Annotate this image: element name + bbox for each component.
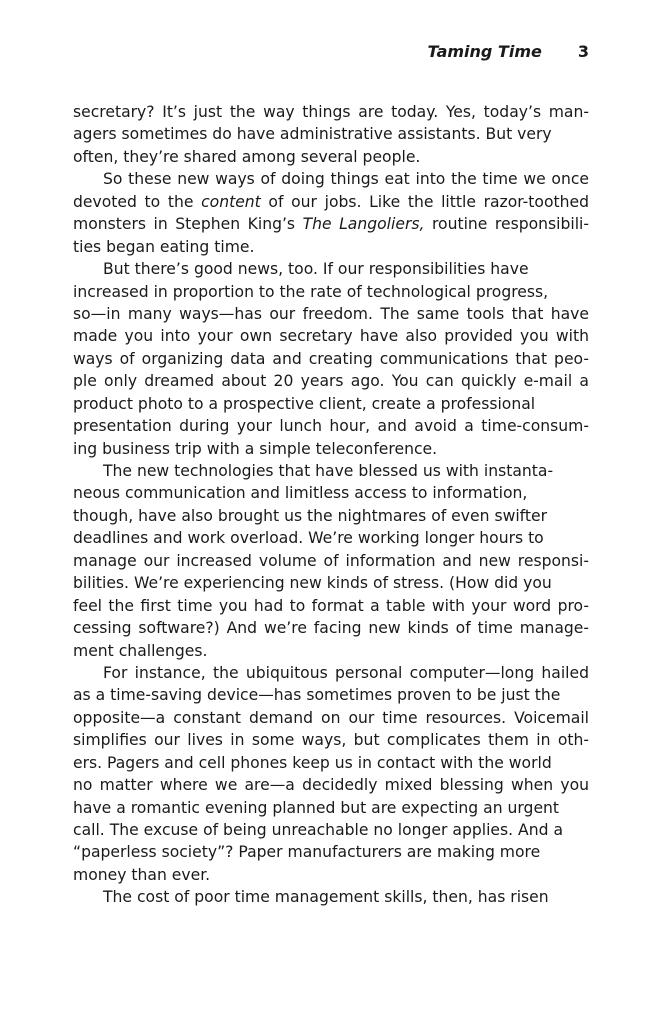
text-line: But there’s good news, too. If our responsibilities have — [103, 260, 529, 279]
page-number: 3 — [577, 42, 589, 61]
text-line: cessing software?) And we’re facing new kinds of time manage- — [73, 619, 589, 638]
text-line: call. The excuse of being unreachable no longer applies. And a — [73, 821, 564, 839]
text-line: product photo to a prospective client, create a professional — [73, 394, 536, 413]
text-line: bilities. We’re experiencing new kinds of stress. (How did you — [73, 574, 552, 593]
text-line: devoted to the content of our jobs. Like the little razor-toothed — [73, 192, 589, 211]
text-line: simplifies our lives in some ways, but complicates them in oth- — [73, 731, 589, 750]
running-head — [73, 42, 589, 66]
text-line: ties began eating time. — [73, 237, 255, 256]
text-line: ers. Pagers and cell phones keep us in contact with the world — [73, 753, 552, 772]
text-line: neous communication and limitless access to information, — [73, 484, 528, 503]
text-line: no matter where we are—a decidedly mixed blessing when you — [73, 776, 589, 795]
text-line: presentation during your lunch hour, and avoid a time-consum- — [73, 417, 589, 436]
text-line: often, they’re shared among several people. — [73, 147, 421, 166]
text-line: The new technologies that have blessed us with instanta- — [103, 462, 554, 480]
text-line: ment challenges. — [73, 641, 208, 660]
text-line: made you into your own secretary have also provided you with — [73, 327, 589, 346]
text-line: deadlines and work overload. We’re working longer hours to — [73, 529, 544, 548]
text-line: as a time-saving device—has sometimes proven to be just the — [73, 686, 561, 705]
text-line: ing business trip with a simple teleconference. — [73, 439, 438, 458]
running-head-title: Taming Time — [427, 42, 542, 61]
emphasis: content — [201, 192, 261, 211]
text-line: opposite—a constant demand on our time resources. Voicemail — [73, 708, 589, 727]
text-line: monsters in Stephen King’s The Langoliers, routine responsibili- — [73, 215, 590, 234]
text-line: increased in proportion to the rate of technological progress, — [73, 282, 549, 301]
emphasis: The Langoliers, — [302, 215, 425, 234]
text-line: So these new ways of doing things eat into the time we once — [103, 170, 589, 189]
text-line: The cost of poor time management skills, then, has risen — [103, 888, 549, 907]
text-line: “paperless society”? Paper manufacturers are making more — [73, 843, 541, 862]
text-line: money than ever. — [73, 865, 211, 884]
text-line: ple only dreamed about 20 years ago. You can quickly e-mail a — [73, 372, 589, 391]
text-line: secretary? It’s just the way things are today. Yes, today’s man- — [73, 103, 589, 121]
text-line: For instance, the ubiquitous personal computer—long hailed — [103, 663, 589, 682]
body-text — [73, 101, 589, 909]
text-line: though, have also brought us the nightmares of even swifter — [73, 506, 547, 525]
text-line: agers sometimes do have administrative assistants. But very — [73, 125, 552, 144]
text-line: manage our increased volume of information and new responsi- — [73, 551, 589, 570]
text-line: ways of organizing data and creating communications that peo- — [73, 349, 589, 368]
text-line: feel the first time you had to format a table with your word pro- — [73, 596, 589, 615]
text-line: so—in many ways—has our freedom. The same tools that have — [73, 304, 589, 323]
text-line: have a romantic evening planned but are expecting an urgent — [73, 798, 560, 817]
